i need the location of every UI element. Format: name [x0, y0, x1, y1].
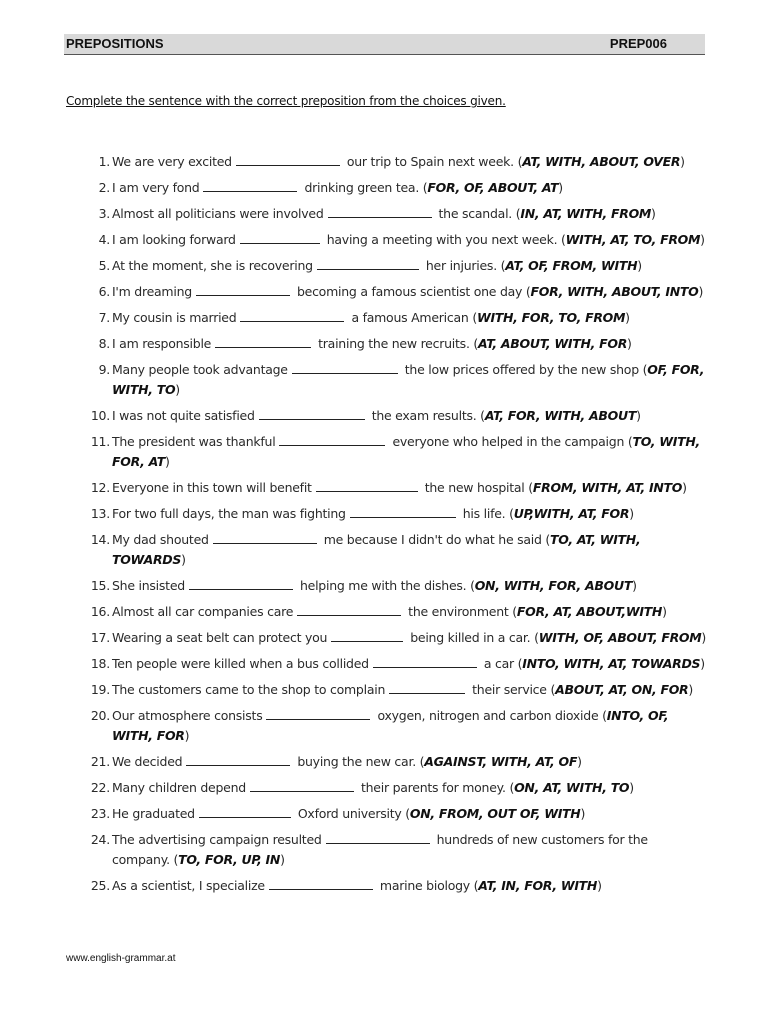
question-text — [112, 432, 708, 472]
answer-choices: ON, FROM, OUT OF, WITH — [409, 806, 581, 821]
question-before: I am looking forward — [112, 232, 236, 247]
question-number: 3. — [98, 206, 110, 221]
answer-choices: FROM, WITH, AT, INTO — [532, 480, 683, 495]
question-text — [112, 178, 708, 198]
answer-blank[interactable] — [326, 831, 430, 844]
answer-blank[interactable] — [279, 433, 385, 446]
choices-close: ) — [181, 552, 186, 567]
question-after: our trip to Spain next week. ( — [346, 154, 523, 169]
answer-blank[interactable] — [292, 361, 398, 374]
answer-choices: IN, AT, WITH, FROM — [520, 206, 652, 221]
choices-close: ) — [637, 258, 642, 273]
choices-close: ) — [558, 180, 563, 195]
footer-url: www.english-grammar.at — [66, 953, 176, 964]
question-item — [88, 178, 708, 198]
question-number: 25. — [90, 878, 110, 893]
question-text — [112, 478, 708, 498]
choices-close: ) — [700, 232, 705, 247]
question-before: Many children depend — [112, 780, 246, 795]
question-number: 7. — [98, 310, 110, 325]
answer-choices: ON, AT, WITH, TO — [514, 780, 630, 795]
question-after: having a meeting with you next week. ( — [326, 232, 566, 247]
question-item — [88, 530, 708, 570]
question-before: Almost all car companies care — [112, 604, 294, 619]
question-item — [88, 628, 708, 648]
question-after: buying the new car. ( — [297, 754, 425, 769]
question-text — [112, 804, 708, 824]
question-number: 9. — [98, 362, 110, 377]
question-number: 23. — [90, 806, 110, 821]
question-after: marine biology ( — [379, 878, 479, 893]
choices-close: ) — [580, 806, 586, 821]
question-after: a famous American ( — [351, 310, 477, 325]
answer-blank[interactable] — [250, 779, 354, 792]
question-after: being killed in a car. ( — [410, 630, 539, 645]
answer-blank[interactable] — [189, 577, 293, 590]
question-text — [112, 256, 708, 276]
question-text — [112, 602, 708, 622]
question-after: becoming a famous scientist one day ( — [296, 284, 531, 299]
question-text — [112, 778, 708, 798]
question-after: training the new recruits. ( — [318, 336, 479, 351]
answer-choices: WITH, FOR, TO, FROM — [476, 310, 626, 325]
answer-choices: ON, WITH, FOR, ABOUT — [474, 578, 633, 593]
question-text — [112, 308, 708, 328]
question-text — [112, 504, 708, 524]
question-after: everyone who helped in the campaign ( — [392, 434, 633, 449]
question-number: 4. — [98, 232, 110, 247]
answer-blank[interactable] — [199, 805, 291, 818]
answer-blank[interactable] — [389, 681, 465, 694]
answer-blank[interactable] — [186, 753, 290, 766]
question-number: 5. — [98, 258, 110, 273]
choices-close: ) — [662, 604, 667, 619]
answer-blank[interactable] — [213, 531, 317, 544]
choices-close: ) — [577, 754, 582, 769]
question-number: 22. — [90, 780, 110, 795]
answer-blank[interactable] — [203, 179, 297, 192]
answer-blank[interactable] — [215, 335, 311, 348]
answer-blank[interactable] — [350, 505, 456, 518]
choices-close: ) — [165, 454, 170, 469]
question-before: I was not quite satisfied — [112, 408, 255, 423]
question-item — [88, 256, 708, 276]
choices-close: ) — [175, 382, 180, 397]
worksheet-header — [64, 34, 705, 55]
question-after: the scandal. ( — [438, 206, 521, 221]
question-number: 18. — [90, 656, 110, 671]
question-after: drinking green tea. ( — [304, 180, 428, 195]
question-before: We are very excited — [112, 154, 232, 169]
choices-close: ) — [636, 408, 641, 423]
choices-close: ) — [629, 506, 634, 521]
question-before: He graduated — [112, 806, 195, 821]
question-number: 19. — [90, 682, 110, 697]
answer-choices: TO, FOR, UP, IN — [178, 852, 281, 867]
question-item — [88, 282, 708, 302]
question-item — [88, 706, 708, 746]
question-item — [88, 230, 708, 250]
answer-blank[interactable] — [196, 283, 290, 296]
answer-blank[interactable] — [317, 257, 419, 270]
answer-choices: AT, OF, FROM, WITH — [505, 258, 638, 273]
question-item — [88, 830, 708, 870]
question-text — [112, 576, 708, 596]
question-number: 17. — [90, 630, 110, 645]
question-before: Many people took advantage — [112, 362, 288, 377]
question-before: The president was thankful — [112, 434, 276, 449]
answer-choices: AGAINST, WITH, AT, OF — [424, 754, 578, 769]
question-text — [112, 204, 708, 224]
answer-choices: AT, FOR, WITH, ABOUT — [484, 408, 637, 423]
question-text — [112, 752, 708, 772]
answer-blank[interactable] — [328, 205, 432, 218]
question-after: their service ( — [472, 682, 556, 697]
question-after: me because I didn't do what he said ( — [323, 532, 551, 547]
answer-blank[interactable] — [259, 407, 365, 420]
answer-choices: AT, ABOUT, WITH, FOR — [478, 336, 628, 351]
answer-choices: ABOUT, AT, ON, FOR — [555, 682, 689, 697]
question-before: Ten people were killed when a bus collided — [112, 656, 369, 671]
question-after: oxygen, nitrogen and carbon dioxide ( — [377, 708, 607, 723]
choices-close: ) — [682, 480, 687, 495]
question-number: 8. — [98, 336, 110, 351]
question-number: 15. — [90, 578, 110, 593]
question-text — [112, 406, 708, 426]
question-before: My cousin is married — [112, 310, 237, 325]
worksheet-code: PREP006 — [609, 36, 667, 51]
choices-close: ) — [680, 154, 685, 169]
question-text — [112, 334, 708, 354]
question-before: The advertising campaign resulted — [112, 832, 322, 847]
question-after: helping me with the dishes. ( — [299, 578, 475, 593]
question-before: I am responsible — [112, 336, 212, 351]
choices-close: ) — [700, 656, 705, 671]
question-item — [88, 576, 708, 596]
answer-blank[interactable] — [240, 231, 320, 244]
worksheet-title: PREPOSITIONS — [66, 36, 164, 51]
answer-choices: TO, WITH, FOR, AT — [112, 434, 700, 469]
question-number: 20. — [90, 708, 110, 723]
question-after: their parents for money. ( — [360, 780, 515, 795]
answer-choices: WITH, OF, ABOUT, FROM — [538, 630, 702, 645]
choices-close: ) — [625, 310, 630, 325]
question-text — [112, 706, 708, 746]
question-item — [88, 876, 708, 896]
question-after: the new hospital ( — [424, 480, 533, 495]
question-text — [112, 876, 708, 896]
answer-blank[interactable] — [331, 629, 403, 642]
choices-close: ) — [698, 284, 704, 299]
question-item — [88, 602, 708, 622]
question-item — [88, 406, 708, 426]
question-before: I'm dreaming — [112, 284, 192, 299]
question-text — [112, 282, 708, 302]
question-before: I am very fond — [112, 180, 200, 195]
question-after: her injuries. ( — [425, 258, 506, 273]
question-text — [112, 230, 708, 250]
answer-blank[interactable] — [236, 153, 340, 166]
choices-close: ) — [629, 780, 634, 795]
answer-blank[interactable] — [297, 603, 401, 616]
question-item — [88, 152, 708, 172]
answer-choices: TO, AT, WITH, TOWARDS — [112, 532, 641, 567]
answer-blank[interactable] — [373, 655, 477, 668]
question-text — [112, 654, 708, 674]
question-after: the low prices offered by the new shop ( — [404, 362, 648, 377]
question-item — [88, 654, 708, 674]
answer-blank[interactable] — [240, 309, 344, 322]
question-after: the environment ( — [408, 604, 517, 619]
question-before: Wearing a seat belt can protect you — [112, 630, 328, 645]
question-number: 1. — [98, 154, 110, 169]
question-text — [112, 152, 708, 172]
question-number: 16. — [90, 604, 110, 619]
question-after: the exam results. ( — [371, 408, 485, 423]
choices-close: ) — [597, 878, 602, 893]
question-number: 21. — [90, 754, 110, 769]
question-item — [88, 334, 708, 354]
question-before: For two full days, the man was fighting — [112, 506, 346, 521]
question-before: Our atmosphere consists — [112, 708, 263, 723]
question-number: 13. — [90, 506, 110, 521]
answer-choices: FOR, AT, ABOUT,WITH — [516, 604, 663, 619]
question-item — [88, 804, 708, 824]
question-item — [88, 360, 708, 400]
instructions: Complete the sentence with the correct preposition from the choices given. — [66, 94, 506, 108]
question-before: As a scientist, I specialize — [112, 878, 265, 893]
choices-close: ) — [280, 852, 285, 867]
question-number: 6. — [98, 284, 110, 299]
choices-close: ) — [184, 728, 190, 743]
choices-close: ) — [627, 336, 632, 351]
question-text — [112, 680, 708, 700]
answer-blank[interactable] — [269, 877, 373, 890]
question-item — [88, 478, 708, 498]
question-after: Oxford university ( — [297, 806, 410, 821]
question-after: a car ( — [483, 656, 523, 671]
choices-close: ) — [651, 206, 656, 221]
answer-choices: UP,WITH, AT, FOR — [513, 506, 630, 521]
question-item — [88, 680, 708, 700]
question-number: 11. — [90, 434, 110, 449]
answer-choices: INTO, WITH, AT, TOWARDS — [522, 656, 701, 671]
question-before: At the moment, she is recovering — [112, 258, 313, 273]
question-text — [112, 530, 708, 570]
question-after: his life. ( — [462, 506, 514, 521]
question-text — [112, 360, 708, 400]
question-text — [112, 628, 708, 648]
answer-choices: WITH, AT, TO, FROM — [565, 232, 701, 247]
choices-close: ) — [688, 682, 694, 697]
answer-choices: AT, WITH, ABOUT, OVER — [522, 154, 681, 169]
answer-blank[interactable] — [316, 479, 418, 492]
question-before: Everyone in this town will benefit — [112, 480, 312, 495]
question-number: 24. — [90, 832, 110, 847]
question-before: My dad shouted — [112, 532, 209, 547]
question-item — [88, 432, 708, 472]
question-number: 10. — [90, 408, 110, 423]
question-before: The customers came to the shop to complain — [112, 682, 386, 697]
question-before: We decided — [112, 754, 183, 769]
answer-choices: FOR, OF, ABOUT, AT — [427, 180, 559, 195]
answer-choices: OF, FOR, WITH, TO — [112, 362, 705, 397]
question-item — [88, 752, 708, 772]
question-item — [88, 308, 708, 328]
question-item — [88, 504, 708, 524]
answer-choices: AT, IN, FOR, WITH — [478, 878, 598, 893]
answer-choices: FOR, WITH, ABOUT, INTO — [530, 284, 699, 299]
choices-close: ) — [701, 630, 706, 645]
answer-blank[interactable] — [266, 707, 370, 720]
question-text — [112, 830, 708, 870]
answer-choices: INTO, OF, WITH, FOR — [112, 708, 669, 743]
question-before: Almost all politicians were involved — [112, 206, 324, 221]
question-item — [88, 204, 708, 224]
question-item — [88, 778, 708, 798]
question-before: She insisted — [112, 578, 185, 593]
question-number: 2. — [98, 180, 110, 195]
question-number: 12. — [90, 480, 110, 495]
choices-close: ) — [632, 578, 637, 593]
question-after: hundreds of new customers for the company. ( — [112, 832, 648, 867]
question-number: 14. — [90, 532, 110, 547]
